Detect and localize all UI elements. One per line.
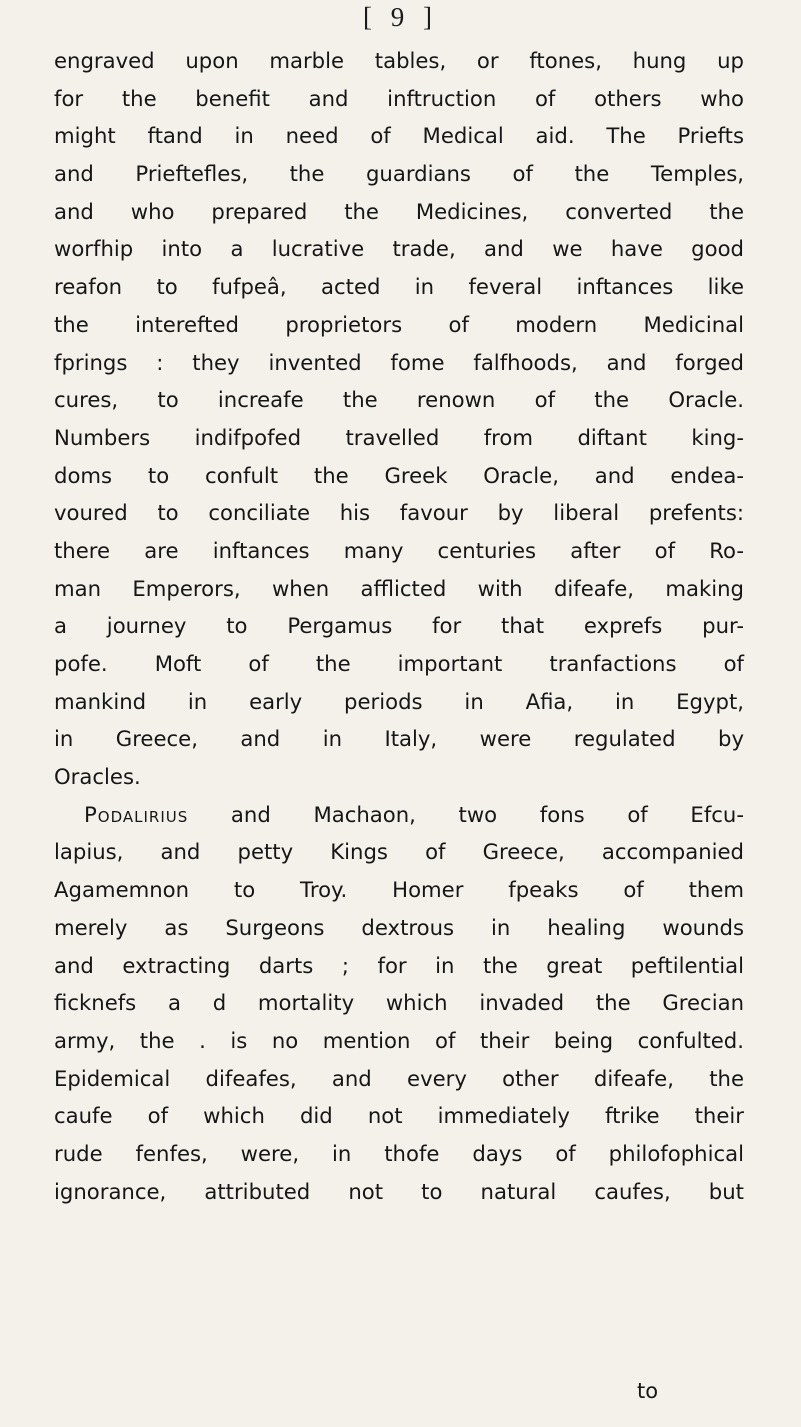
text-line: there are inftances many centuries after of Ro-	[54, 537, 744, 563]
text-line: Agamemnon to Troy. Homer fpeaks of them	[54, 877, 744, 903]
text-line: reafon to fufpeâ, acted in feveral inftances like	[54, 274, 744, 300]
text-line: ignorance, attributed not to natural caufes, but	[54, 1178, 744, 1204]
paragraph-start-line	[54, 796, 744, 834]
text-line: in Greece, and in Italy, were regulated by	[54, 726, 744, 752]
text-line: worfhip into a lucrative trade, and we have good	[54, 236, 744, 262]
text-line: the interefted proprietors of modern Medicinal	[54, 311, 744, 337]
small-caps-name: Podalirius	[84, 801, 189, 827]
text-line: lapius, and petty Kings of Greece, accompanied	[54, 839, 744, 865]
text-line: fprings : they invented fome falfhoods, and forged	[54, 349, 744, 375]
text-line: man Emperors, when afflicted with difeafe, making	[54, 575, 744, 601]
text-line: Epidemical difeafes, and every other difeafe, the	[54, 1065, 744, 1091]
text-line: mankind in early periods in Afia, in Egypt,	[54, 688, 744, 714]
text-line: Numbers indifpofed travelled from diftant king-	[54, 424, 744, 450]
catchword: to	[637, 1379, 659, 1403]
text-line: army, the . is no mention of their being confulted.	[54, 1027, 744, 1053]
text-line: and Prieftefles, the guardians of the Temples,	[54, 161, 744, 187]
text-fragment: and Machaon, two fons of Efcu-	[188, 801, 744, 827]
text-line: engraved upon marble tables, or ftones, hung up	[54, 48, 744, 73]
text-line: caufe of which did not immediately ftrike their	[54, 1103, 744, 1129]
text-line: doms to confult the Greek Oracle, and endea-	[54, 462, 744, 488]
text-line: pofe. Moft of the important tranfactions of	[54, 651, 744, 676]
text-line: for the benefit and inftruction of others who	[54, 85, 744, 111]
text-line: and extracting darts ; for in the great peftilential	[54, 952, 744, 978]
text-line: voured to conciliate his favour by liberal prefents:	[54, 500, 744, 526]
text-line: Oracles.	[54, 764, 141, 790]
text-line: rude fenfes, were, in thofe days of philofophical	[54, 1140, 744, 1166]
text-line: and who prepared the Medicines, converted the	[54, 198, 744, 224]
text-line: might ftand in need of Medical aid. The Priefts	[54, 123, 744, 149]
text-line: a journey to Pergamus for that exprefs pur-	[54, 613, 744, 639]
body-text	[54, 42, 744, 1210]
text-line: cures, to increafe the renown of the Oracle.	[54, 387, 744, 413]
text-line: ficknefs a d mortality which invaded the Grecian	[54, 990, 744, 1016]
page-number-header: [ 9 ]	[363, 2, 438, 32]
text-line: merely as Surgeons dextrous in healing wounds	[54, 914, 744, 940]
